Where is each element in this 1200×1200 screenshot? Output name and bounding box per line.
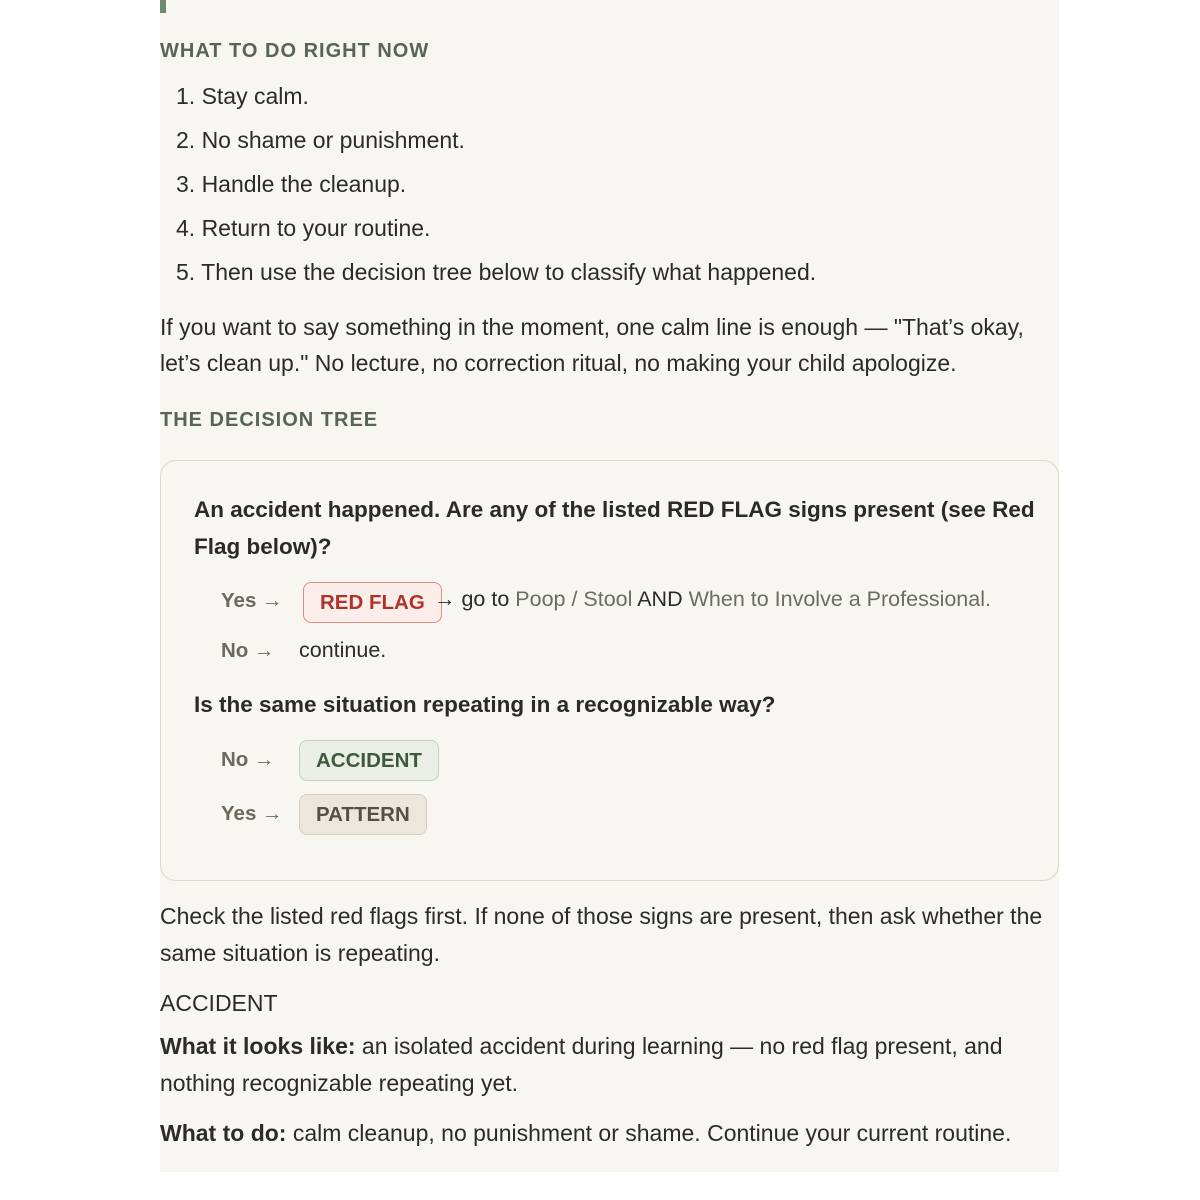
decision-tree-card — [160, 460, 1059, 881]
step-item: 2. No shame or punishment. — [176, 127, 465, 153]
step-item: 1. Stay calm. — [176, 83, 309, 109]
answer-no-label: No → — [221, 639, 275, 662]
accident-title: ACCIDENT — [160, 990, 278, 1016]
accident-looks-like — [160, 1028, 1059, 1102]
accident-what-to-do — [160, 1115, 1059, 1152]
answer-no-label: No → — [221, 748, 275, 771]
poop-stool-link[interactable]: Poop / Stool — [515, 587, 633, 611]
calm-line-note: If you want to say something in the moment, one calm line is enough — "That’s okay, let’s clean up." No lecture, no correction ritual, no making your child apologize. — [160, 314, 1024, 376]
answer-yes-label: Yes → — [221, 589, 283, 612]
step-item: 3. Handle the cleanup. — [176, 171, 407, 197]
step-item: 4. Return to your routine. — [176, 215, 431, 241]
looks-like-label: What it looks like: — [160, 1033, 356, 1059]
and-text: AND — [637, 587, 683, 611]
looks-like-text: an isolated accident during learning — no red flag present, and nothing recognizable repeating yet. — [160, 1033, 1003, 1096]
decision-tree-heading: THE DECISION TREE — [160, 409, 379, 431]
pattern-chip: PATTERN — [299, 794, 427, 835]
accent-bar — [160, 0, 166, 13]
steps-list — [176, 80, 816, 300]
involve-professional-link[interactable]: When to Involve a Professional. — [688, 587, 991, 611]
red-flag-chip: RED FLAG — [303, 582, 442, 623]
question-red-flag: An accident happened. Are any of the listed RED FLAG signs present (see Red Flag below)? — [194, 497, 1035, 559]
go-to-text: → go to — [434, 587, 510, 611]
question-repeating: Is the same situation repeating in a recognizable way? — [194, 692, 776, 717]
what-to-do-text: calm cleanup, no punishment or shame. Continue your current routine. — [292, 1120, 1012, 1146]
accident-chip: ACCIDENT — [299, 740, 439, 781]
step-item: 5. Then use the decision tree below to classify what happened. — [176, 259, 817, 285]
article-page — [160, 0, 1059, 1172]
right-now-heading: WHAT TO DO RIGHT NOW — [160, 40, 430, 62]
continue-text: continue. — [299, 638, 387, 662]
red-flag-result — [434, 587, 991, 612]
answer-yes-label: Yes → — [221, 802, 283, 825]
what-to-do-label: What to do: — [160, 1120, 287, 1146]
after-tree-note: Check the listed red flags first. If none of those signs are present, then ask whether the same situation is repeating. — [160, 903, 1043, 966]
